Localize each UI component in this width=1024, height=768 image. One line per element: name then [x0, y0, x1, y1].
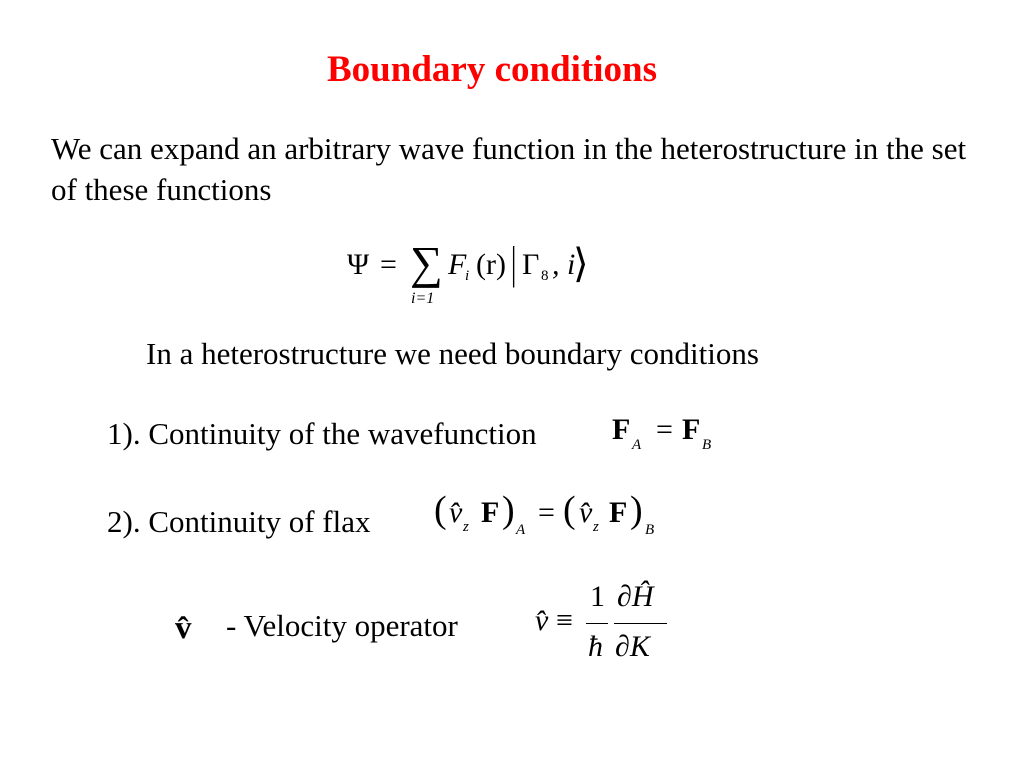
FA-subscript: A — [632, 437, 642, 453]
psi-symbol: Ψ — [347, 248, 370, 281]
boundary-need-text: In a heterostructure we need boundary conditions — [146, 336, 759, 371]
fraction-2-bar — [614, 623, 667, 624]
rparen-B: ) — [630, 489, 643, 531]
velocity-symbol: v̂ — [175, 610, 192, 646]
equiv-sign: ≡ — [556, 604, 573, 637]
F-symbol: F — [448, 248, 467, 281]
fraction-1-bar — [586, 623, 608, 624]
fraction-1-denominator: ħ — [588, 630, 603, 663]
vhat-A: v̂ — [449, 496, 463, 529]
flux-subscript-A: A — [516, 522, 526, 538]
lparen-A: ( — [434, 489, 447, 531]
FB-subscript: B — [702, 437, 712, 453]
lparen-B: ( — [563, 489, 576, 531]
flux-F-B: F — [609, 496, 628, 529]
condition-2-equals: = — [538, 496, 555, 529]
gamma-symbol: Γ — [522, 248, 540, 281]
slide-title: Boundary conditions — [326, 49, 658, 90]
condition-2-label: 2). Continuity of flax — [107, 504, 371, 539]
fraction-2-denominator: ∂K — [615, 630, 650, 663]
ket-index: , i — [552, 248, 576, 281]
equals-sign: = — [380, 248, 397, 281]
gamma-subscript: 8 — [541, 268, 549, 284]
FB-symbol: F — [682, 413, 701, 446]
F-subscript-i: i — [465, 268, 470, 284]
velocity-operator-label: - Velocity operator — [226, 608, 458, 643]
condition-1-equals: = — [656, 413, 673, 446]
vz-subscript-B: z — [593, 519, 599, 535]
fraction-1-numerator: 1 — [590, 580, 605, 613]
vhat-B: v̂ — [579, 496, 593, 529]
flux-subscript-B: B — [645, 522, 655, 538]
F-argument: (r) — [476, 248, 506, 281]
intro-paragraph: We can expand an arbitrary wave function in the heterostructure in the set of these functions — [51, 131, 967, 207]
ket-rangle: ⟩ — [573, 241, 589, 286]
vz-subscript-A: z — [463, 519, 469, 535]
FA-symbol: F — [612, 413, 631, 446]
rparen-A: ) — [502, 489, 515, 531]
fraction-2-numerator: ∂Ĥ — [617, 580, 654, 613]
sum-lower-limit: i=1 — [411, 290, 435, 307]
sum-symbol: ∑ — [410, 237, 443, 288]
ket-bar: | — [510, 237, 517, 288]
condition-1-label: 1). Continuity of the wavefunction — [107, 416, 537, 451]
flux-F-A: F — [481, 496, 500, 529]
vhat-lhs: v̂ — [535, 604, 549, 637]
